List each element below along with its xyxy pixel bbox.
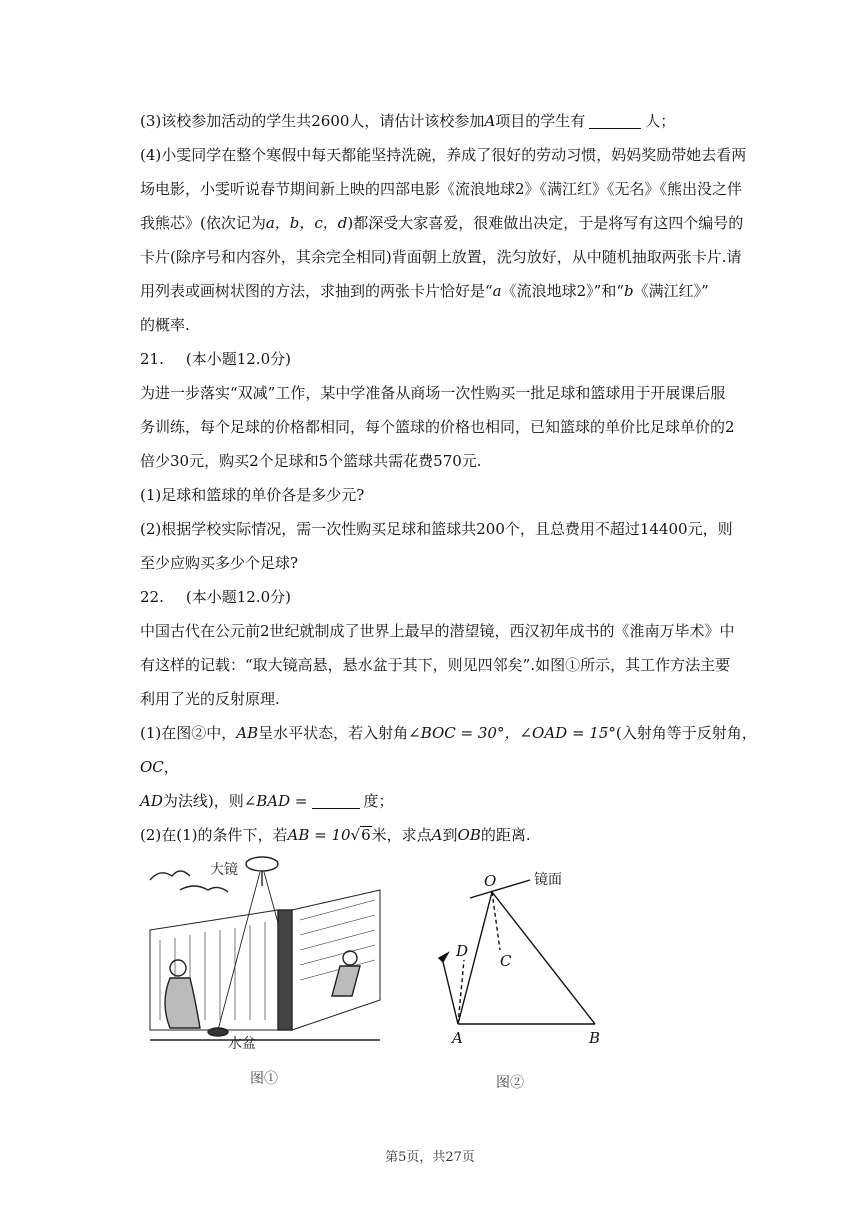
periscope-illustration [140,850,390,1050]
point-D: D [456,942,469,960]
point-B: B [589,1029,601,1047]
page-content [140,104,780,852]
q21-part1: (1)足球和篮球的单价各是多少元? [140,486,365,504]
q20-part3: (3)该校参加活动的学生共2600人，请估计该校参加A项目的学生有 人； [140,112,676,130]
q21-part2: (2)根据学校实际情况，需一次性购买足球和篮球共200个，且总费用不超过14400元，则 至少应购买多少个足球? [140,520,733,572]
q22-stem: 中国古代在公元前2世纪就制成了世界上最早的潜望镜，西汉初年成书的《淮南万毕术》中 有这样的记载：“取大镜高悬，悬水盆于其下，则见四邻矣”.如图①所示，其工作方法主要 利用了光的反射原理. [140,622,735,708]
point-C: C [500,952,512,970]
geometry-diagram [430,850,750,1090]
basin-label: 水盆 [228,1036,256,1050]
q21-stem: 为进一步落实“双减”工作，某中学准备从商场一次性购买一批足球和篮球用于开展课后服 务训练，每个足球的价格都相同，每个篮球的价格也相同，已知篮球的单价比足球单价的2 倍少30元，购买2个足球和5个篮球共需花费570元. [140,384,735,470]
q22-part1: (1)在图②中，AB呈水平状态，若入射角∠BOC = 30°，∠OAD = 15°(入射角等于反射角，OC， AD为法线)，则∠BAD = 度； [140,724,757,810]
q21-heading: 21. (本小题12.0分) [140,350,291,368]
q22-heading: 22. (本小题12.0分) [140,588,291,606]
answer-blank [312,790,360,809]
answer-blank [589,110,641,129]
point-A: A [452,1029,463,1047]
mirror-label: 大镜 [210,862,238,878]
mirror-surface-label: 镜面 [534,872,562,888]
point-O: O [484,872,497,890]
q22-part2: (2)在(1)的条件下，若AB = 10√6米，求点A到OB的距离. [140,826,531,844]
page-footer: 第5页，共27页 [385,1150,475,1165]
q20-part4: (4)小雯同学在整个寒假中每天都能坚持洗碗，养成了很好的劳动习惯，妈妈奖励带她去看两 场电影，小雯听说春节期间新上映的四部电影《流浪地球2》《满江红》《无名》《熊出没之伴 我熊芯》(依次记为a，b，c，d)都深受大家喜爱，很难做出决定，于是将写有这四个编号的 卡片(除序号和内容外，其余完全相同)背面朝上放置，洗匀放好，从中随机抽取两张卡片.请 用列表或画树状图的方法，求抽到的两张卡片恰好是“a《流浪地球2》”和“b《满江红》” 的概率. [140,146,747,334]
fig2-caption: 图② [496,1075,524,1091]
figures [140,850,780,1100]
fig1-caption: 图① [250,1071,278,1087]
